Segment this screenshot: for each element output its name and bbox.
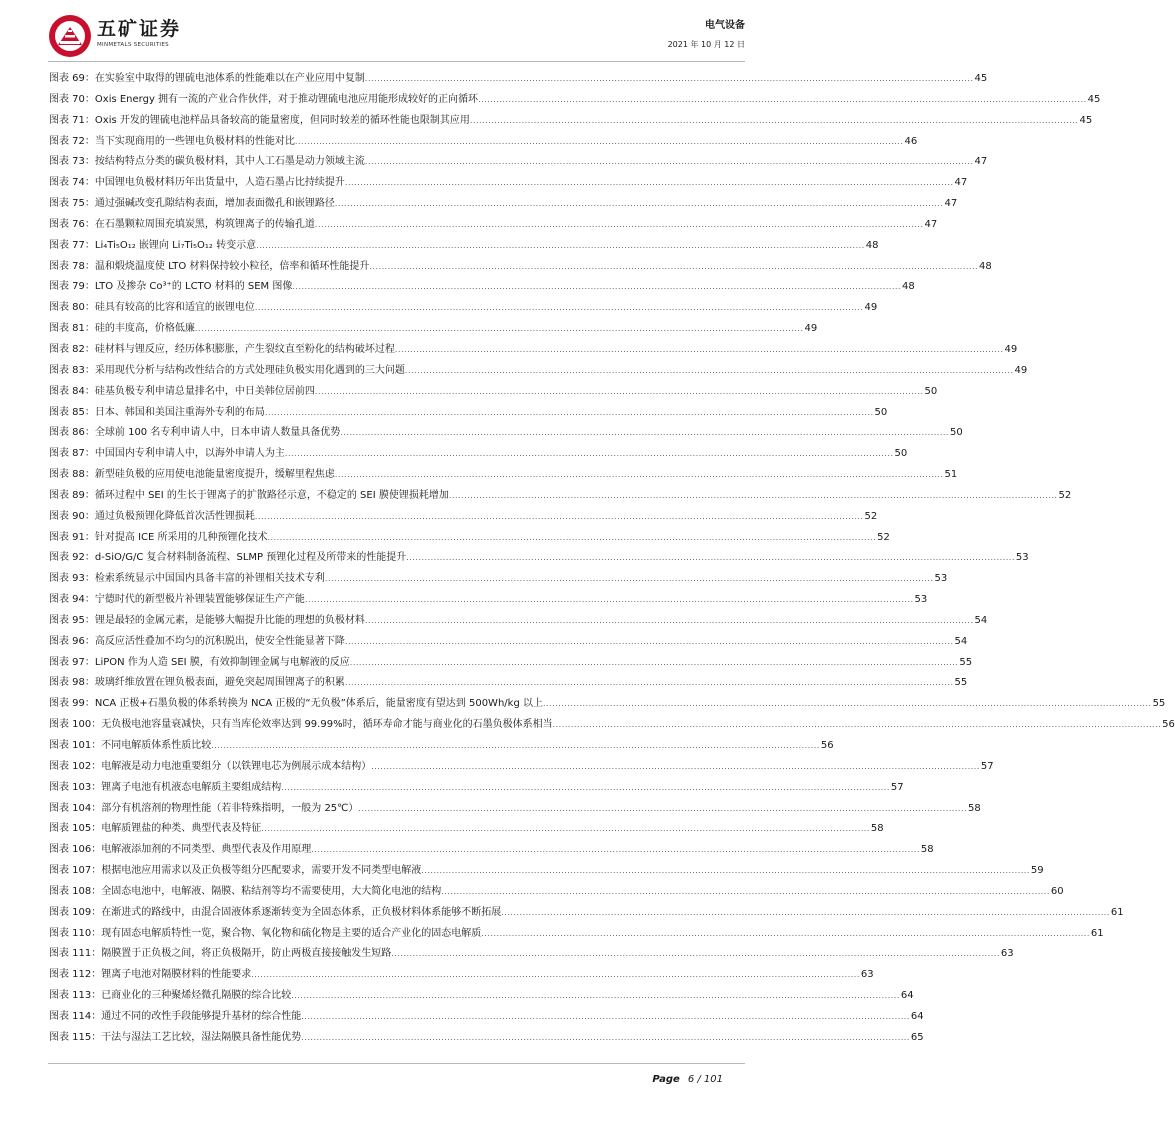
toc-entry-title: 硅的丰度高，价格低廉	[94, 323, 195, 335]
toc-leader-dots	[441, 882, 1050, 903]
toc-entry-title: 全固态电池中，电解液、隔膜、粘结剂等均不需要使用，大大简化电池的结构	[101, 885, 442, 897]
toc-entry-page: 49	[1004, 343, 1018, 355]
toc-entry-page: 49	[1014, 364, 1028, 376]
toc-entry-title: 新型硅负极的应用使电池能量密度提升，缓解里程焦虑	[94, 469, 335, 481]
toc-entry-title: 中国国内专利申请人中，以海外申请人为主	[94, 448, 285, 460]
toc-entry-page: 58	[920, 844, 934, 856]
toc-entry-label: 图表 100：	[49, 719, 102, 731]
toc-entry[interactable]	[49, 673, 968, 694]
toc-entry-title: 全球前 100 名专利申请人中，日本申请人数量具备优势	[94, 427, 341, 439]
page-header	[0, 0, 793, 62]
figure-index-list	[49, 69, 1175, 1049]
toc-entry-label: 图表 111：	[49, 948, 102, 960]
toc-entry-label: 图表 89：	[49, 489, 95, 501]
toc-entry-label: 图表 101：	[49, 740, 102, 751]
toc-leader-dots	[369, 257, 978, 278]
toc-entry-page: 64	[910, 1010, 924, 1022]
toc-leader-dots	[315, 382, 924, 403]
toc-entry[interactable]	[49, 944, 1014, 965]
toc-entry-page: 52	[864, 510, 878, 522]
brand-name: 五矿证券	[97, 18, 182, 40]
toc-entry[interactable]	[49, 611, 988, 632]
toc-entry-label: 图表 78：	[49, 260, 95, 272]
toc-entry-page: 48	[901, 281, 915, 293]
toc-entry-page: 48	[865, 239, 879, 251]
toc-entry-title: Oxis Energy 拥有一流的产业合作伙伴，对于推动锂硫电池应用能形成较好的正向循环	[94, 93, 479, 105]
toc-entry-page: 56	[820, 740, 834, 751]
toc-entry[interactable]	[49, 1007, 924, 1028]
toc-leader-dots	[449, 486, 1058, 507]
toc-entry-title: 在实验室中取得的锂硫电池体系的性能难以在产业应用中复制	[94, 73, 365, 84]
toc-entry-label: 图表 79：	[49, 281, 95, 293]
toc-entry-title: Oxis 开发的锂硫电池样品具备较高的能量密度，但同时较差的循环性能也限制其应用	[94, 114, 470, 126]
toc-entry-title: 硅具有较高的比容和适宜的嵌锂电位	[94, 302, 255, 314]
page-label: Page	[652, 1074, 680, 1085]
toc-entry-title: 在石墨颗粒周围充填炭黑，构筑锂离子的传输孔道	[94, 218, 315, 230]
toc-entry[interactable]	[49, 403, 888, 424]
toc-entry-page: 52	[1058, 489, 1072, 501]
toc-leader-dots	[406, 548, 1015, 569]
toc-entry-title: 隔膜置于正负极之间，将正负极隔开，防止两极直接接触发生短路	[101, 948, 392, 960]
toc-entry-page: 47	[924, 218, 938, 230]
toc-entry-page: 48	[979, 260, 992, 272]
toc-entry-label: 图表 74：	[49, 177, 95, 189]
toc-entry-label: 图表 113：	[49, 990, 102, 1002]
toc-entry-label: 图表 90：	[49, 510, 95, 522]
toc-leader-dots	[335, 194, 944, 215]
toc-entry[interactable]	[49, 778, 904, 799]
toc-entry-page: 52	[877, 531, 890, 543]
toc-entry-title: NCA 正极+石墨负极的体系转换为 NCA 正极的“无负极”体系后，能量密度有望达到 500Wh/kg 以上	[94, 698, 543, 710]
toc-leader-dots	[501, 903, 1110, 924]
toc-entry-page: 64	[900, 990, 914, 1002]
toc-entry[interactable]	[49, 173, 968, 194]
toc-entry[interactable]	[49, 799, 981, 820]
toc-entry-label: 图表 109：	[49, 906, 102, 918]
toc-entry[interactable]	[49, 486, 1072, 507]
toc-entry-page: 54	[954, 635, 968, 647]
toc-entry-page: 63	[1000, 948, 1014, 960]
toc-entry-page: 56	[1162, 719, 1175, 731]
toc-entry-label: 图表 86：	[49, 427, 95, 439]
toc-entry[interactable]	[49, 903, 1124, 924]
toc-leader-dots	[365, 611, 974, 632]
toc-entry-page: 53	[934, 573, 948, 585]
toc-entry-label: 图表 71：	[49, 114, 95, 126]
toc-entry[interactable]	[49, 132, 918, 153]
toc-entry-title: 通过不同的改性手段能够提升基材的综合性能	[101, 1010, 302, 1022]
toc-entry-page: 49	[864, 302, 878, 314]
report-date: 2021 年 10 月 12 日	[667, 40, 745, 49]
toc-entry[interactable]	[49, 548, 1029, 569]
toc-leader-dots	[345, 173, 954, 194]
toc-entry[interactable]	[49, 528, 890, 549]
toc-entry-label: 图表 104：	[49, 802, 102, 814]
toc-leader-dots	[345, 673, 954, 694]
toc-entry[interactable]	[49, 736, 834, 757]
toc-entry-page: 60	[1050, 885, 1064, 897]
toc-entry-label: 图表 72：	[49, 135, 95, 147]
toc-leader-dots	[478, 90, 1087, 111]
toc-leader-dots	[292, 277, 901, 298]
toc-entry-label: 图表 106：	[49, 844, 102, 856]
toc-entry-label: 图表 98：	[49, 677, 95, 689]
toc-leader-dots	[281, 778, 890, 799]
toc-entry-page: 55	[954, 677, 968, 689]
toc-entry-label: 图表 112：	[49, 969, 102, 981]
toc-entry[interactable]	[49, 986, 914, 1007]
toc-entry-page: 45	[974, 73, 988, 84]
toc-entry-label: 图表 81：	[49, 323, 95, 335]
toc-entry-title: 按结构特点分类的碳负极材料，其中人工石墨是动力领域主流	[94, 156, 365, 168]
brand-block	[97, 18, 181, 49]
toc-leader-dots	[421, 861, 1030, 882]
toc-entry-label: 图表 82：	[49, 343, 95, 355]
toc-entry-title: Li₄Ti₅O₁₂ 嵌锂向 Li₇Ti₅O₁₂ 转变示意	[94, 239, 257, 251]
toc-entry-label: 图表 110：	[49, 927, 102, 939]
toc-entry[interactable]	[49, 298, 878, 319]
toc-entry-label: 图表 95：	[49, 614, 95, 626]
toc-leader-dots	[345, 632, 954, 653]
toc-entry-label: 图表 84：	[49, 385, 95, 397]
toc-entry-page: 46	[904, 135, 918, 147]
toc-leader-dots	[391, 944, 1000, 965]
toc-entry-page: 47	[944, 198, 958, 210]
toc-entry-title: 不同电解质体系性质比较	[101, 740, 212, 751]
toc-entry-page: 53	[914, 594, 928, 606]
toc-entry-label: 图表 99：	[49, 698, 95, 710]
toc-entry-title: 根据电池应用需求以及正负极等组分匹配要求，需要开发不同类型电解液	[101, 865, 422, 877]
toc-entry-label: 图表 96：	[49, 635, 95, 647]
toc-entry-title: 检索系统显示中国国内具备丰富的补锂相关技术专利	[94, 573, 325, 585]
toc-entry[interactable]	[49, 319, 818, 340]
toc-entry[interactable]	[49, 90, 1101, 111]
toc-entry-title: 硅基负极专利申请总量排名中，中日美韩位居前四	[94, 385, 315, 397]
toc-entry-title: 硅材料与锂反应，经历体积膨胀，产生裂纹直至粉化的结构破坏过程	[94, 343, 395, 355]
toc-leader-dots	[365, 152, 974, 173]
toc-entry-title: 已商业化的三种聚烯烃微孔隔膜的综合比较	[101, 990, 292, 1002]
toc-entry-title: 电解液是动力电池重要组分（以铁锂电芯为例展示成本结构）	[101, 760, 372, 772]
toc-entry-page: 65	[910, 1031, 924, 1043]
toc-entry[interactable]	[49, 653, 973, 674]
toc-leader-dots	[285, 444, 894, 465]
toc-entry-page: 55	[1152, 698, 1166, 710]
toc-leader-dots	[481, 924, 1090, 945]
toc-entry[interactable]	[49, 757, 994, 778]
toc-leader-dots	[405, 361, 1014, 382]
page-number: 6 / 101	[687, 1074, 723, 1085]
toc-leader-dots	[470, 111, 1079, 132]
toc-entry[interactable]	[49, 194, 958, 215]
toc-leader-dots	[335, 465, 944, 486]
toc-leader-dots	[365, 69, 974, 90]
header-divider	[48, 61, 745, 62]
toc-entry-page: 61	[1090, 927, 1104, 939]
toc-entry-page: 47	[954, 177, 968, 189]
toc-entry-title: LTO 及掺杂 Co³⁺的 LCTO 材料的 SEM 图像	[94, 281, 293, 293]
toc-entry[interactable]	[49, 840, 934, 861]
toc-entry-title: 循环过程中 SEI 的生长于锂离子的扩散路径示意，不稳定的 SEI 膜使锂损耗增加	[94, 489, 449, 501]
toc-entry[interactable]	[49, 465, 958, 486]
toc-entry-title: 采用现代分析与结构改性结合的方式处理硅负极实用化遇到的三大问题	[94, 364, 405, 376]
toc-entry-page: 50	[894, 448, 908, 460]
toc-leader-dots	[265, 403, 874, 424]
toc-entry[interactable]	[49, 819, 884, 840]
toc-entry-label: 图表 85：	[49, 406, 95, 418]
toc-entry-title: 干法与湿法工艺比较，湿法隔膜具备性能优势	[101, 1031, 302, 1043]
toc-entry-label: 图表 107：	[49, 865, 102, 877]
toc-entry[interactable]	[49, 257, 992, 278]
toc-leader-dots	[295, 132, 904, 153]
toc-entry-title: 通过强碱改变孔隙结构表面，增加表面微孔和嵌锂路径	[94, 198, 335, 210]
toc-entry-title: 针对提高 ICE 所采用的几种预锂化技术	[94, 531, 268, 543]
toc-entry-label: 图表 108：	[49, 885, 102, 897]
toc-entry-title: 高反应活性叠加不均匀的沉积脱出，使安全性能显著下降	[94, 635, 345, 647]
toc-entry-page: 54	[974, 614, 988, 626]
toc-entry-page: 61	[1110, 906, 1124, 918]
toc-entry-label: 图表 114：	[49, 1010, 102, 1022]
toc-leader-dots	[311, 840, 920, 861]
toc-entry[interactable]	[49, 861, 1044, 882]
toc-entry[interactable]	[49, 215, 938, 236]
toc-leader-dots	[291, 986, 900, 1007]
toc-entry-label: 图表 93：	[49, 573, 95, 585]
toc-entry[interactable]	[49, 423, 963, 444]
toc-entry[interactable]	[49, 569, 948, 590]
toc-entry[interactable]	[49, 69, 988, 90]
toc-leader-dots	[358, 799, 967, 820]
toc-entry-page: 58	[968, 802, 981, 814]
toc-leader-dots	[255, 298, 864, 319]
toc-entry-title: 通过负极预锂化降低首次活性锂损耗	[94, 510, 255, 522]
toc-entry-label: 图表 80：	[49, 302, 95, 314]
toc-entry-page: 45	[1087, 93, 1101, 105]
toc-entry-page: 50	[874, 406, 888, 418]
toc-entry-label: 图表 69：	[49, 73, 95, 84]
toc-leader-dots	[543, 694, 1152, 715]
toc-entry-label: 图表 115：	[49, 1031, 102, 1043]
brand-name-en: MINMETALS SECURITIES	[97, 42, 169, 48]
toc-leader-dots	[340, 423, 949, 444]
toc-entry[interactable]	[49, 882, 1064, 903]
toc-entry-title: 在渐进式的路线中，由混合固液体系逐渐转变为全固态体系，正负极材料体系能够不断拓展	[101, 906, 502, 918]
toc-leader-dots	[256, 236, 865, 257]
toc-entry-page: 55	[959, 656, 973, 668]
toc-entry-title: 电解液添加剂的不同类型、典型代表及作用原理	[101, 844, 312, 856]
toc-leader-dots	[195, 319, 804, 340]
toc-entry[interactable]	[49, 152, 988, 173]
toc-entry-page: 49	[804, 323, 818, 335]
toc-entry-title: 电解质锂盐的种类、典型代表及特征	[101, 823, 262, 835]
toc-entry-page: 59	[1030, 865, 1044, 877]
toc-leader-dots	[305, 590, 914, 611]
toc-entry-label: 图表 83：	[49, 364, 95, 376]
toc-entry-title: 日本、韩国和美国注重海外专利的布局	[94, 406, 265, 418]
toc-entry-title: 宁德时代的新型极片补锂装置能够保证生产产能	[94, 594, 305, 606]
toc-entry-title: 部分有机溶剂的物理性能（若非特殊指明，一般为 25℃）	[101, 802, 359, 814]
toc-leader-dots	[325, 569, 934, 590]
toc-entry-page: 47	[974, 156, 988, 168]
toc-leader-dots	[211, 736, 820, 757]
toc-entry[interactable]	[49, 715, 1175, 736]
footer-divider	[48, 1063, 745, 1064]
toc-entry-title: 当下实现商用的一些锂电负极材料的性能对比	[94, 135, 295, 147]
toc-leader-dots	[301, 1028, 910, 1049]
toc-entry[interactable]	[49, 1028, 924, 1049]
toc-entry-page: 50	[924, 385, 938, 397]
toc-entry-label: 图表 102：	[49, 760, 102, 772]
toc-entry-page: 51	[944, 469, 958, 481]
toc-leader-dots	[350, 653, 959, 674]
toc-entry-page: 53	[1015, 552, 1029, 564]
toc-entry-label: 图表 73：	[49, 156, 95, 168]
toc-entry[interactable]	[49, 924, 1104, 945]
toc-entry[interactable]	[49, 361, 1028, 382]
toc-leader-dots	[371, 757, 980, 778]
page-footer	[652, 1074, 723, 1085]
toc-entry-label: 图表 92：	[49, 552, 95, 564]
toc-entry-label: 图表 88：	[49, 469, 95, 481]
toc-leader-dots	[315, 215, 924, 236]
toc-entry[interactable]	[49, 590, 928, 611]
toc-entry-page: 50	[949, 427, 963, 439]
toc-entry-label: 图表 76：	[49, 218, 95, 230]
toc-entry[interactable]	[49, 444, 908, 465]
toc-entry-label: 图表 94：	[49, 594, 95, 606]
toc-entry-page: 63	[860, 969, 874, 981]
toc-entry-label: 图表 97：	[49, 656, 95, 668]
toc-entry-title: 中国锂电负极材料历年出货量中，人造石墨占比持续提升	[94, 177, 345, 189]
toc-leader-dots	[268, 528, 877, 549]
toc-entry[interactable]	[49, 277, 915, 298]
toc-entry-label: 图表 103：	[49, 781, 102, 793]
toc-leader-dots	[301, 1007, 910, 1028]
toc-entry[interactable]	[49, 236, 879, 257]
toc-entry[interactable]	[49, 632, 968, 653]
toc-entry[interactable]	[49, 111, 1093, 132]
toc-entry-title: 玻璃纤维放置在锂负极表面，避免突起周围锂离子的积累	[94, 677, 345, 689]
toc-entry-page: 57	[890, 781, 904, 793]
toc-entry-title: 锂离子电池有机液态电解质主要组成结构	[101, 781, 282, 793]
toc-entry[interactable]	[49, 507, 878, 528]
toc-leader-dots	[553, 715, 1162, 736]
toc-entry-title: 温和煅烧温度使 LTO 材料保持较小粒径，倍率和循环性能提升	[94, 260, 370, 272]
toc-leader-dots	[261, 819, 870, 840]
report-sector: 电气设备	[705, 20, 745, 31]
toc-entry-label: 图表 77：	[49, 239, 95, 251]
toc-entry-title: 锂是最轻的金属元素，是能够大幅提升比能的理想的负极材料	[94, 614, 365, 626]
toc-entry-label: 图表 91：	[49, 531, 95, 543]
toc-leader-dots	[251, 965, 860, 986]
toc-entry-title: 现有固态电解质特性一览，聚合物、氧化物和硫化物是主要的适合产业化的固态电解质	[101, 927, 482, 939]
minmetals-logo-icon	[48, 14, 92, 58]
toc-entry[interactable]	[49, 382, 938, 403]
toc-entry-label: 图表 87：	[49, 448, 95, 460]
toc-entry[interactable]	[49, 694, 1166, 715]
toc-entry-title: LiPON 作为人造 SEI 膜，有效抑制锂金属与电解液的反应	[94, 656, 350, 668]
toc-entry-title: 锂离子电池对隔膜材料的性能要求	[101, 969, 252, 981]
toc-entry-title: d-SiO/G/C 复合材料制备流程、SLMP 预锂化过程及所带来的性能提升	[94, 552, 407, 564]
toc-entry-page: 45	[1079, 114, 1093, 126]
toc-leader-dots	[255, 507, 864, 528]
toc-entry[interactable]	[49, 965, 874, 986]
toc-entry-label: 图表 75：	[49, 198, 95, 210]
toc-entry-title: 无负极电池容量衰减快，只有当库伦效率达到 99.99%时，循环寿命才能与商业化的石墨负极体系相当	[101, 719, 553, 731]
toc-leader-dots	[395, 340, 1004, 361]
toc-entry-page: 58	[870, 823, 884, 835]
toc-entry-label: 图表 70：	[49, 93, 95, 105]
toc-entry-label: 图表 105：	[49, 823, 102, 835]
toc-entry[interactable]	[49, 340, 1018, 361]
toc-entry-page: 57	[980, 760, 994, 772]
